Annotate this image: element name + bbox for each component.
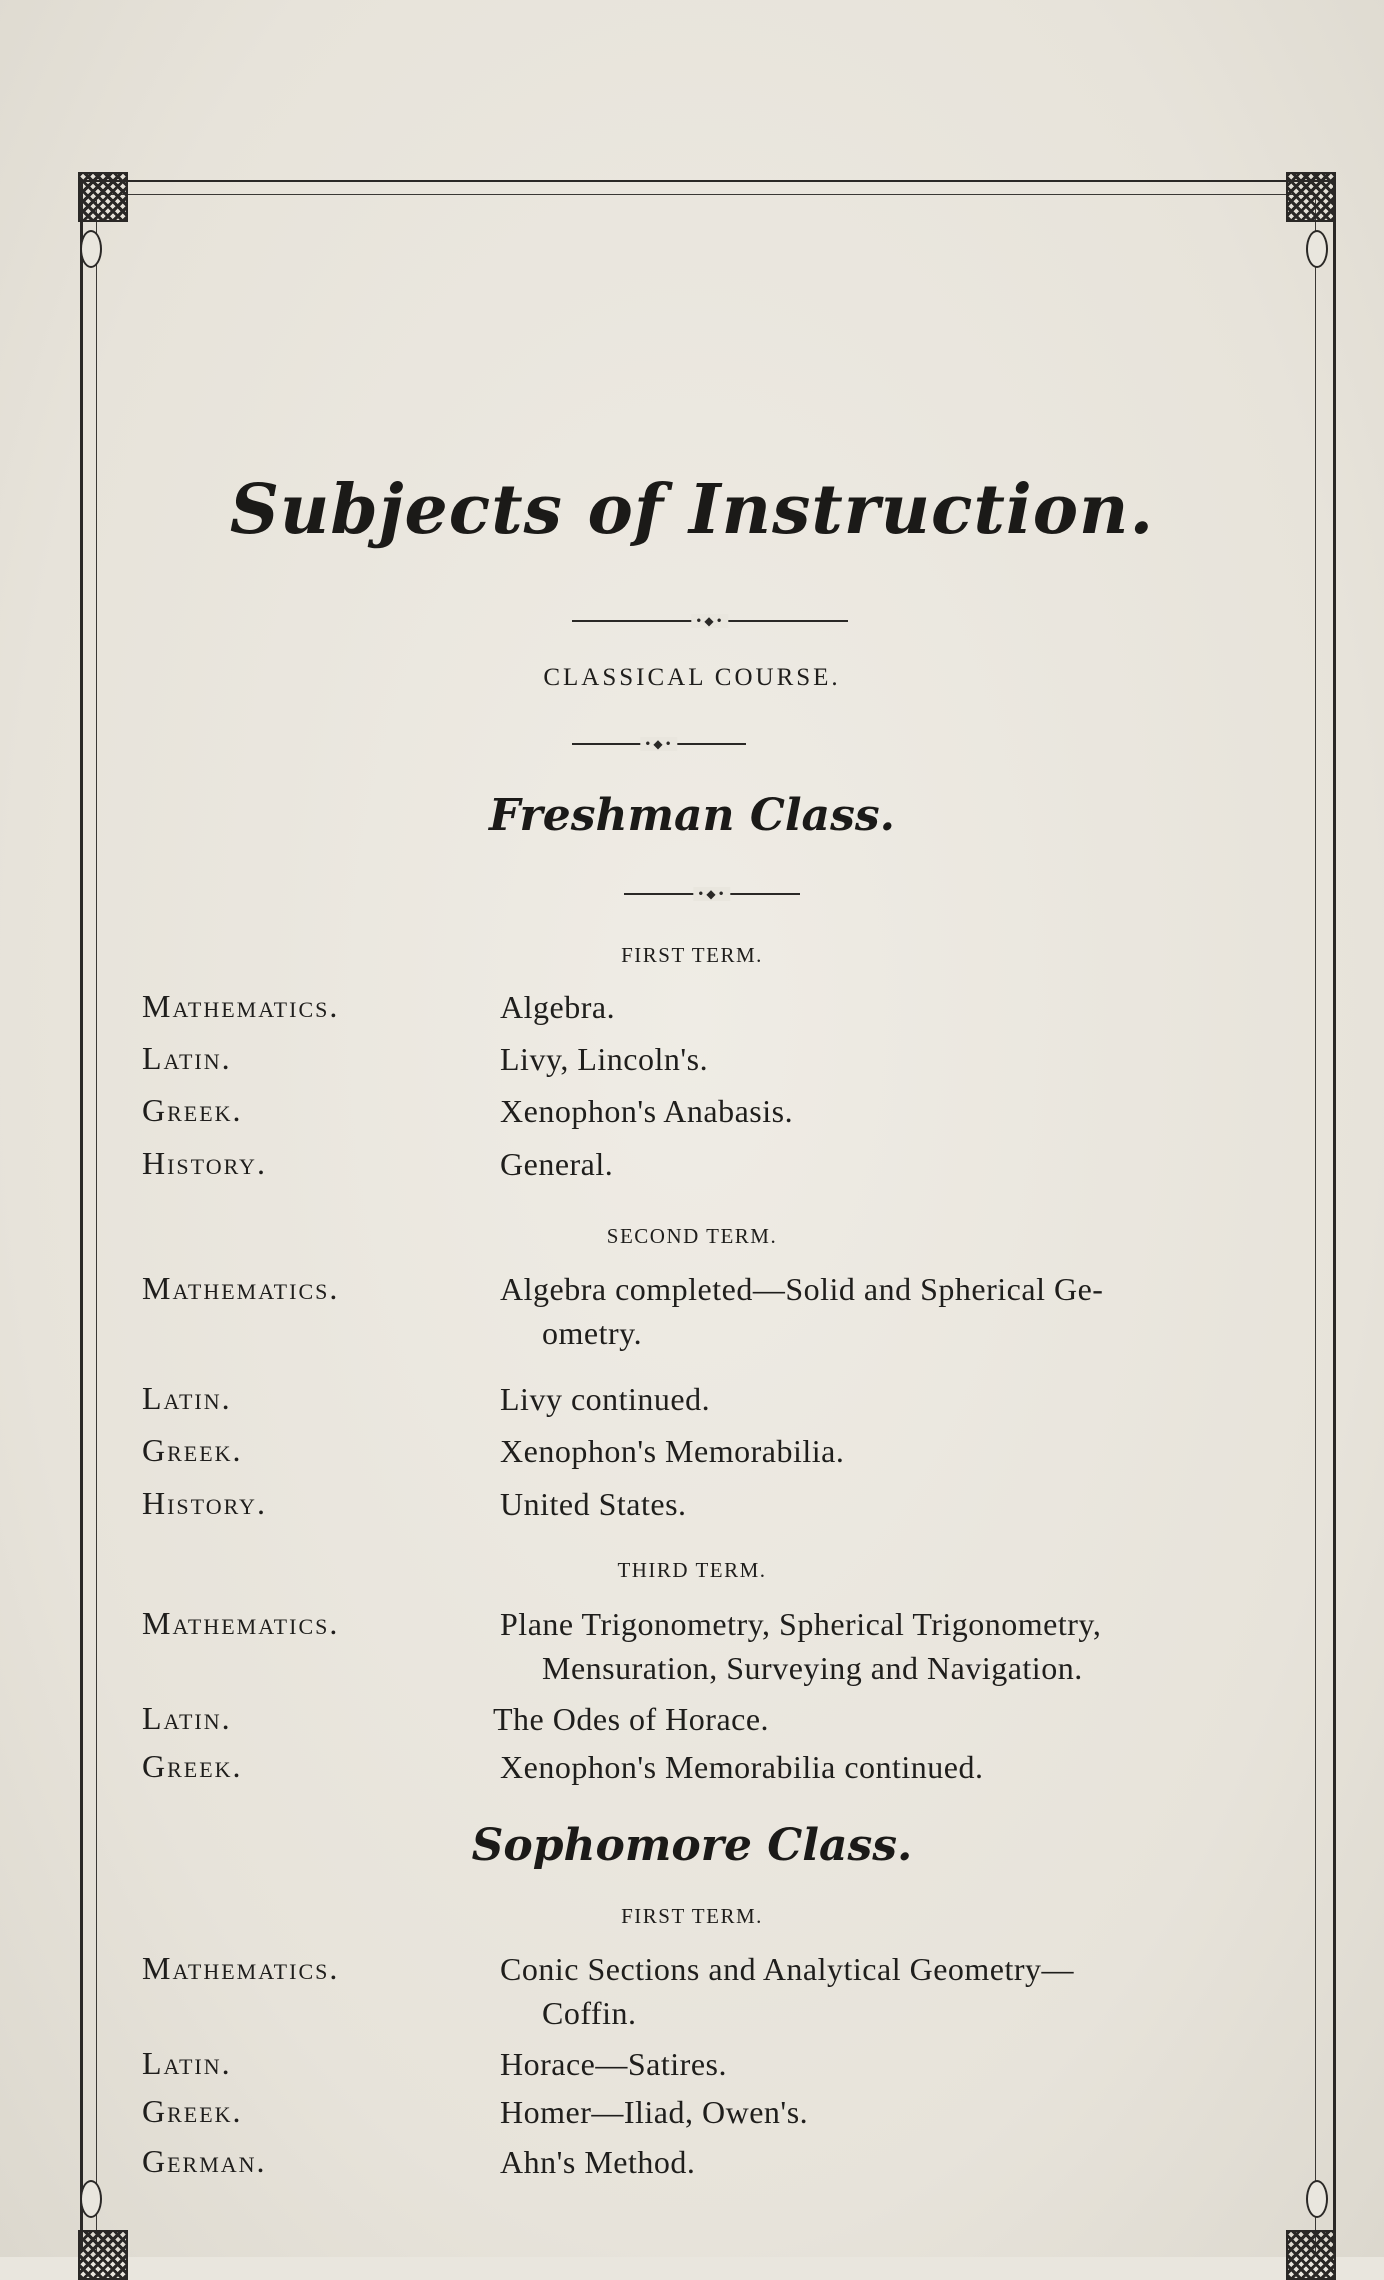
corner-ornament-icon: [1286, 172, 1336, 222]
subject-label: Latin.: [142, 2045, 232, 2081]
subject-label: Latin.: [142, 1700, 232, 1736]
subject-text: Algebra.: [500, 989, 616, 1025]
subject-label: Mathematics.: [142, 1950, 340, 1986]
subject-text: Homer—Iliad, Owen's.: [500, 2094, 809, 2130]
divider-ornament: •◆•: [640, 737, 677, 751]
scroll-ornament-icon: [80, 230, 102, 268]
subject-text-line: Plane Trigonometry, Spherical Trigonometry,: [500, 1606, 1102, 1642]
subject-label: History.: [142, 1485, 267, 1521]
subject-text-continuation: Coffin.: [542, 1995, 637, 2031]
subject-label: Greek.: [142, 1748, 243, 1784]
subject-text: General.: [500, 1146, 614, 1182]
subject-text-line: Algebra completed—Solid and Spherical Ge-: [500, 1271, 1104, 1307]
page-title: Subjects of Instruction.: [229, 470, 1155, 550]
scroll-ornament-icon: [1306, 2180, 1328, 2218]
divider: [572, 614, 848, 628]
subject-text: Livy, Lincoln's.: [500, 1041, 709, 1077]
subject-label: Latin.: [142, 1040, 232, 1076]
corner-ornament-icon: [78, 2230, 128, 2280]
term-heading: FIRST TERM.: [621, 1904, 763, 1928]
subject-label: German.: [142, 2143, 267, 2179]
divider-ornament: •◆•: [691, 614, 728, 628]
subject-label: Latin.: [142, 1380, 232, 1416]
corner-ornament-icon: [1286, 2230, 1336, 2280]
subject-text-line: Conic Sections and Analytical Geometry—: [500, 1951, 1075, 1987]
term-heading: FIRST TERM.: [621, 943, 763, 967]
subject-text: Ahn's Method.: [500, 2144, 696, 2180]
subject-text: United States.: [500, 1486, 687, 1522]
subject-label: Mathematics.: [142, 988, 340, 1024]
sophomore-class-heading: Sophomore Class.: [471, 1820, 913, 1871]
subject-text: [500, 1947, 1270, 2035]
scroll-ornament-icon: [80, 2180, 102, 2218]
subject-label: Mathematics.: [142, 1270, 340, 1306]
scroll-ornament-icon: [1306, 230, 1328, 268]
subject-label: Greek.: [142, 2093, 243, 2129]
subject-text-continuation: Mensuration, Surveying and Navigation.: [542, 1650, 1083, 1686]
subject-text-continuation: ometry.: [542, 1315, 643, 1351]
subject-text: Horace—Satires.: [500, 2046, 727, 2082]
subject-label: Mathematics.: [142, 1605, 340, 1641]
term-heading: SECOND TERM.: [606, 1224, 778, 1248]
subject-text: Xenophon's Memorabilia continued.: [500, 1749, 984, 1785]
subject-text: [500, 1602, 1270, 1690]
term-heading: THIRD TERM.: [617, 1558, 767, 1582]
subject-text: Xenophon's Memorabilia.: [500, 1433, 845, 1469]
corner-ornament-icon: [78, 172, 128, 222]
divider: [572, 737, 746, 751]
freshman-class-heading: Freshman Class.: [489, 790, 895, 841]
subject-text: Xenophon's Anabasis.: [500, 1093, 794, 1129]
subject-text: The Odes of Horace.: [493, 1701, 770, 1737]
divider-ornament: •◆•: [693, 887, 730, 901]
subject-label: Greek.: [142, 1092, 243, 1128]
subject-text: [500, 1267, 1270, 1355]
subject-text: Livy continued.: [500, 1381, 711, 1417]
subject-label: History.: [142, 1145, 267, 1181]
course-title: CLASSICAL COURSE.: [543, 664, 841, 691]
divider: [624, 887, 800, 901]
subject-label: Greek.: [142, 1432, 243, 1468]
